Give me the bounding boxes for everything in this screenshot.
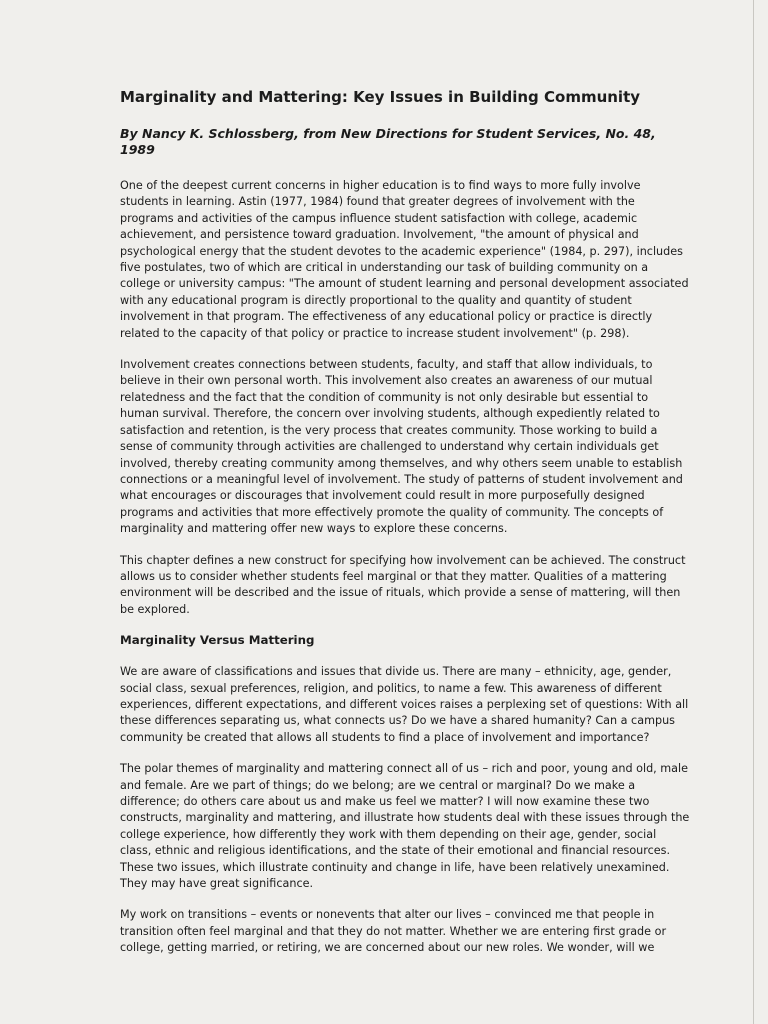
paragraph: My work on transitions – events or nonevents that alter our lives – convinced me that people in transition often feel marginal and that they do not matter. Whether we are entering first grade or college, getting married, or retiring, we are concerned about our new roles. We wonder, will we [120, 908, 667, 955]
document-body [120, 88, 690, 972]
paragraph: The polar themes of marginality and mattering connect all of us – rich and poor, young and old, male and female. Are we part of things; do we belong; are we central or marginal? Do we make a difference; do others care about us and make us feel we matter? I will now examine these two constructs, marginality and mattering, and illustrate how students deal with these issues through the college experience, how differently they work with them depending on their age, gender, social class, ethnic and religious identifications, and the state of their emotional and financial resources. These two issues, which illustrate continuity and change in life, have been relatively unexamined. They may have great significance. [120, 762, 690, 891]
document-title: Marginality and Mattering: Key Issues in Building Community [120, 88, 641, 106]
page-edge-divider [753, 0, 754, 1024]
section-heading: Marginality Versus Mattering [120, 633, 315, 648]
paragraph: Involvement creates connections between students, faculty, and staff that allow individuals, to believe in their own personal worth. This involvement also creates an awareness of our mutual relatedness and the fact that the condition of community is not only desirable but essential to human survival. Therefore, the concern over involving students, although expediently related to satisfaction and retention, is the very process that creates community. Those working to build a sense of community through activities are challenged to understand why certain individuals get involved, thereby creating community among themselves, and why others seem unable to establish connections or a meaningful level of involvement. The study of patterns of student involvement and what encourages or discourages that involvement could result in more purposefully designed programs and activities that more effectively promote the quality of community. The concepts of marginality and mattering offer new ways to explore these concerns. [120, 358, 683, 536]
paragraph: One of the deepest current concerns in higher education is to find ways to more fully involve students in learning. Astin (1977, 1984) found that greater degrees of involvement with the programs and activities of the campus influence student satisfaction with college, academic achievement, and persistence toward graduation. Involvement, "the amount of physical and psychological energy that the student devotes to the academic experience" (1984, p. 297), includes five postulates, two of which are critical in understanding our task of building community on a college or university campus: "The amount of student learning and personal development associated with any educational program is directly proportional to the quality and quantity of student involvement in that program. The effectiveness of any educational policy or practice is directly related to the capacity of that policy or practice to increase student involvement" (p. 298). [120, 179, 689, 340]
paragraph: We are aware of classifications and issues that divide us. There are many – ethnicity, age, gender, social class, sexual preferences, religion, and politics, to name a few. This awareness of different experiences, different expectations, and different voices raises a perplexing set of questions: With all these differences separating us, what connects us? Do we have a shared humanity? Can a campus community be created that allows all students to find a place of involvement and importance? [120, 665, 689, 744]
byline: By Nancy K. Schlossberg, from New Directions for Student Services, No. 48, 1989 [120, 125, 656, 157]
paragraph: This chapter defines a new construct for specifying how involvement can be achieved. The construct allows us to consider whether students feel marginal or that they matter. Qualities of a mattering environment will be described and the issue of rituals, which provide a sense of mattering, will then be explored. [120, 553, 686, 616]
